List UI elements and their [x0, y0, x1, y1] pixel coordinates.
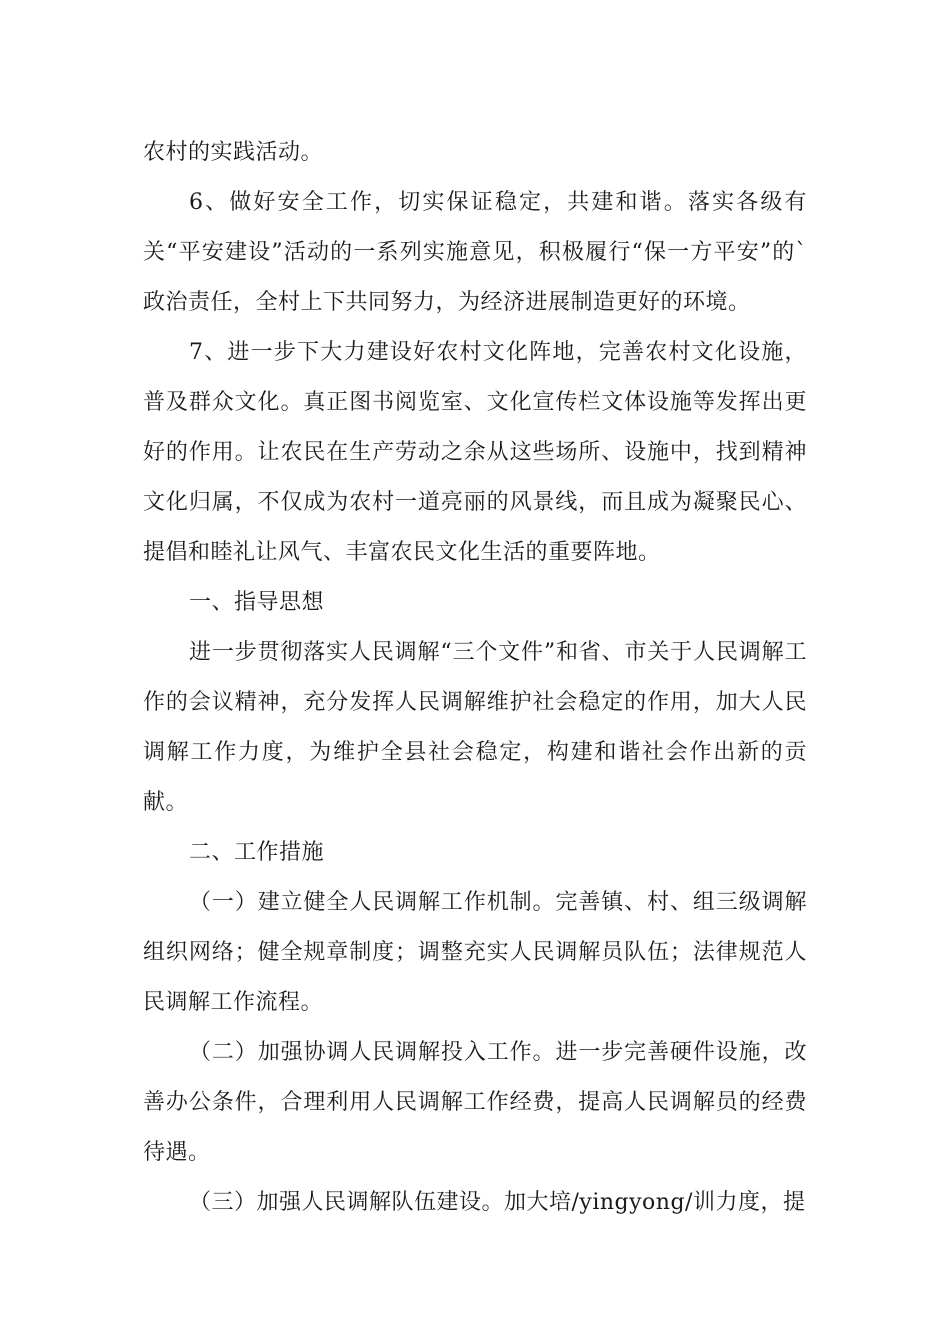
paragraph-measure-3: （三）加强人民调解队伍建设。加大培/yingyong/训力度，提 — [189, 1190, 806, 1215]
section-heading-guiding-ideology: 一、指导思想 — [189, 590, 325, 615]
document-body — [143, 128, 807, 1228]
paragraph-measure-1: （一）建立健全人民调解工作机制。完善镇、村、组三级调解组织网络；健全规章制度；调整充实人民调解员队伍；法律规范人民调解工作流程。 — [143, 890, 807, 1015]
paragraph-continuation: 农村的实践活动。 — [143, 140, 324, 165]
paragraph-guiding-ideology: 进一步贯彻落实人民调解“三个文件”和省、市关于人民调解工作的会议精神，充分发挥人民调解维护社会稳定的作用，加大人民调解工作力度，为维护全县社会稳定，构建和谐社会作出新的贡献。 — [143, 640, 807, 815]
paragraph-item-7: 7、进一步下大力建设好农村文化阵地，完善农村文化设施，普及群众文化。真正图书阅览室、文化宣传栏文体设施等发挥出更好的作用。让农民在生产劳动之余从这些场所、设施中，找到精神文化归属，不仅成为农村一道亮丽的风景线，而且成为凝聚民心、提倡和睦礼让风气、丰富农民文化生活的重要阵地。 — [143, 340, 807, 565]
paragraph-measure-2: （二）加强协调人民调解投入工作。进一步完善硬件设施，改善办公条件，合理利用人民调解工作经费，提高人民调解员的经费待遇。 — [143, 1040, 807, 1165]
section-heading-work-measures: 二、工作措施 — [189, 840, 325, 865]
paragraph-item-6: 6、做好安全工作，切实保证稳定，共建和谐。落实各级有关“平安建设”活动的一系列实施意见，积极履行“保一方平安”的`政治责任，全村上下共同努力，为经济进展制造更好的环境。 — [143, 190, 807, 315]
